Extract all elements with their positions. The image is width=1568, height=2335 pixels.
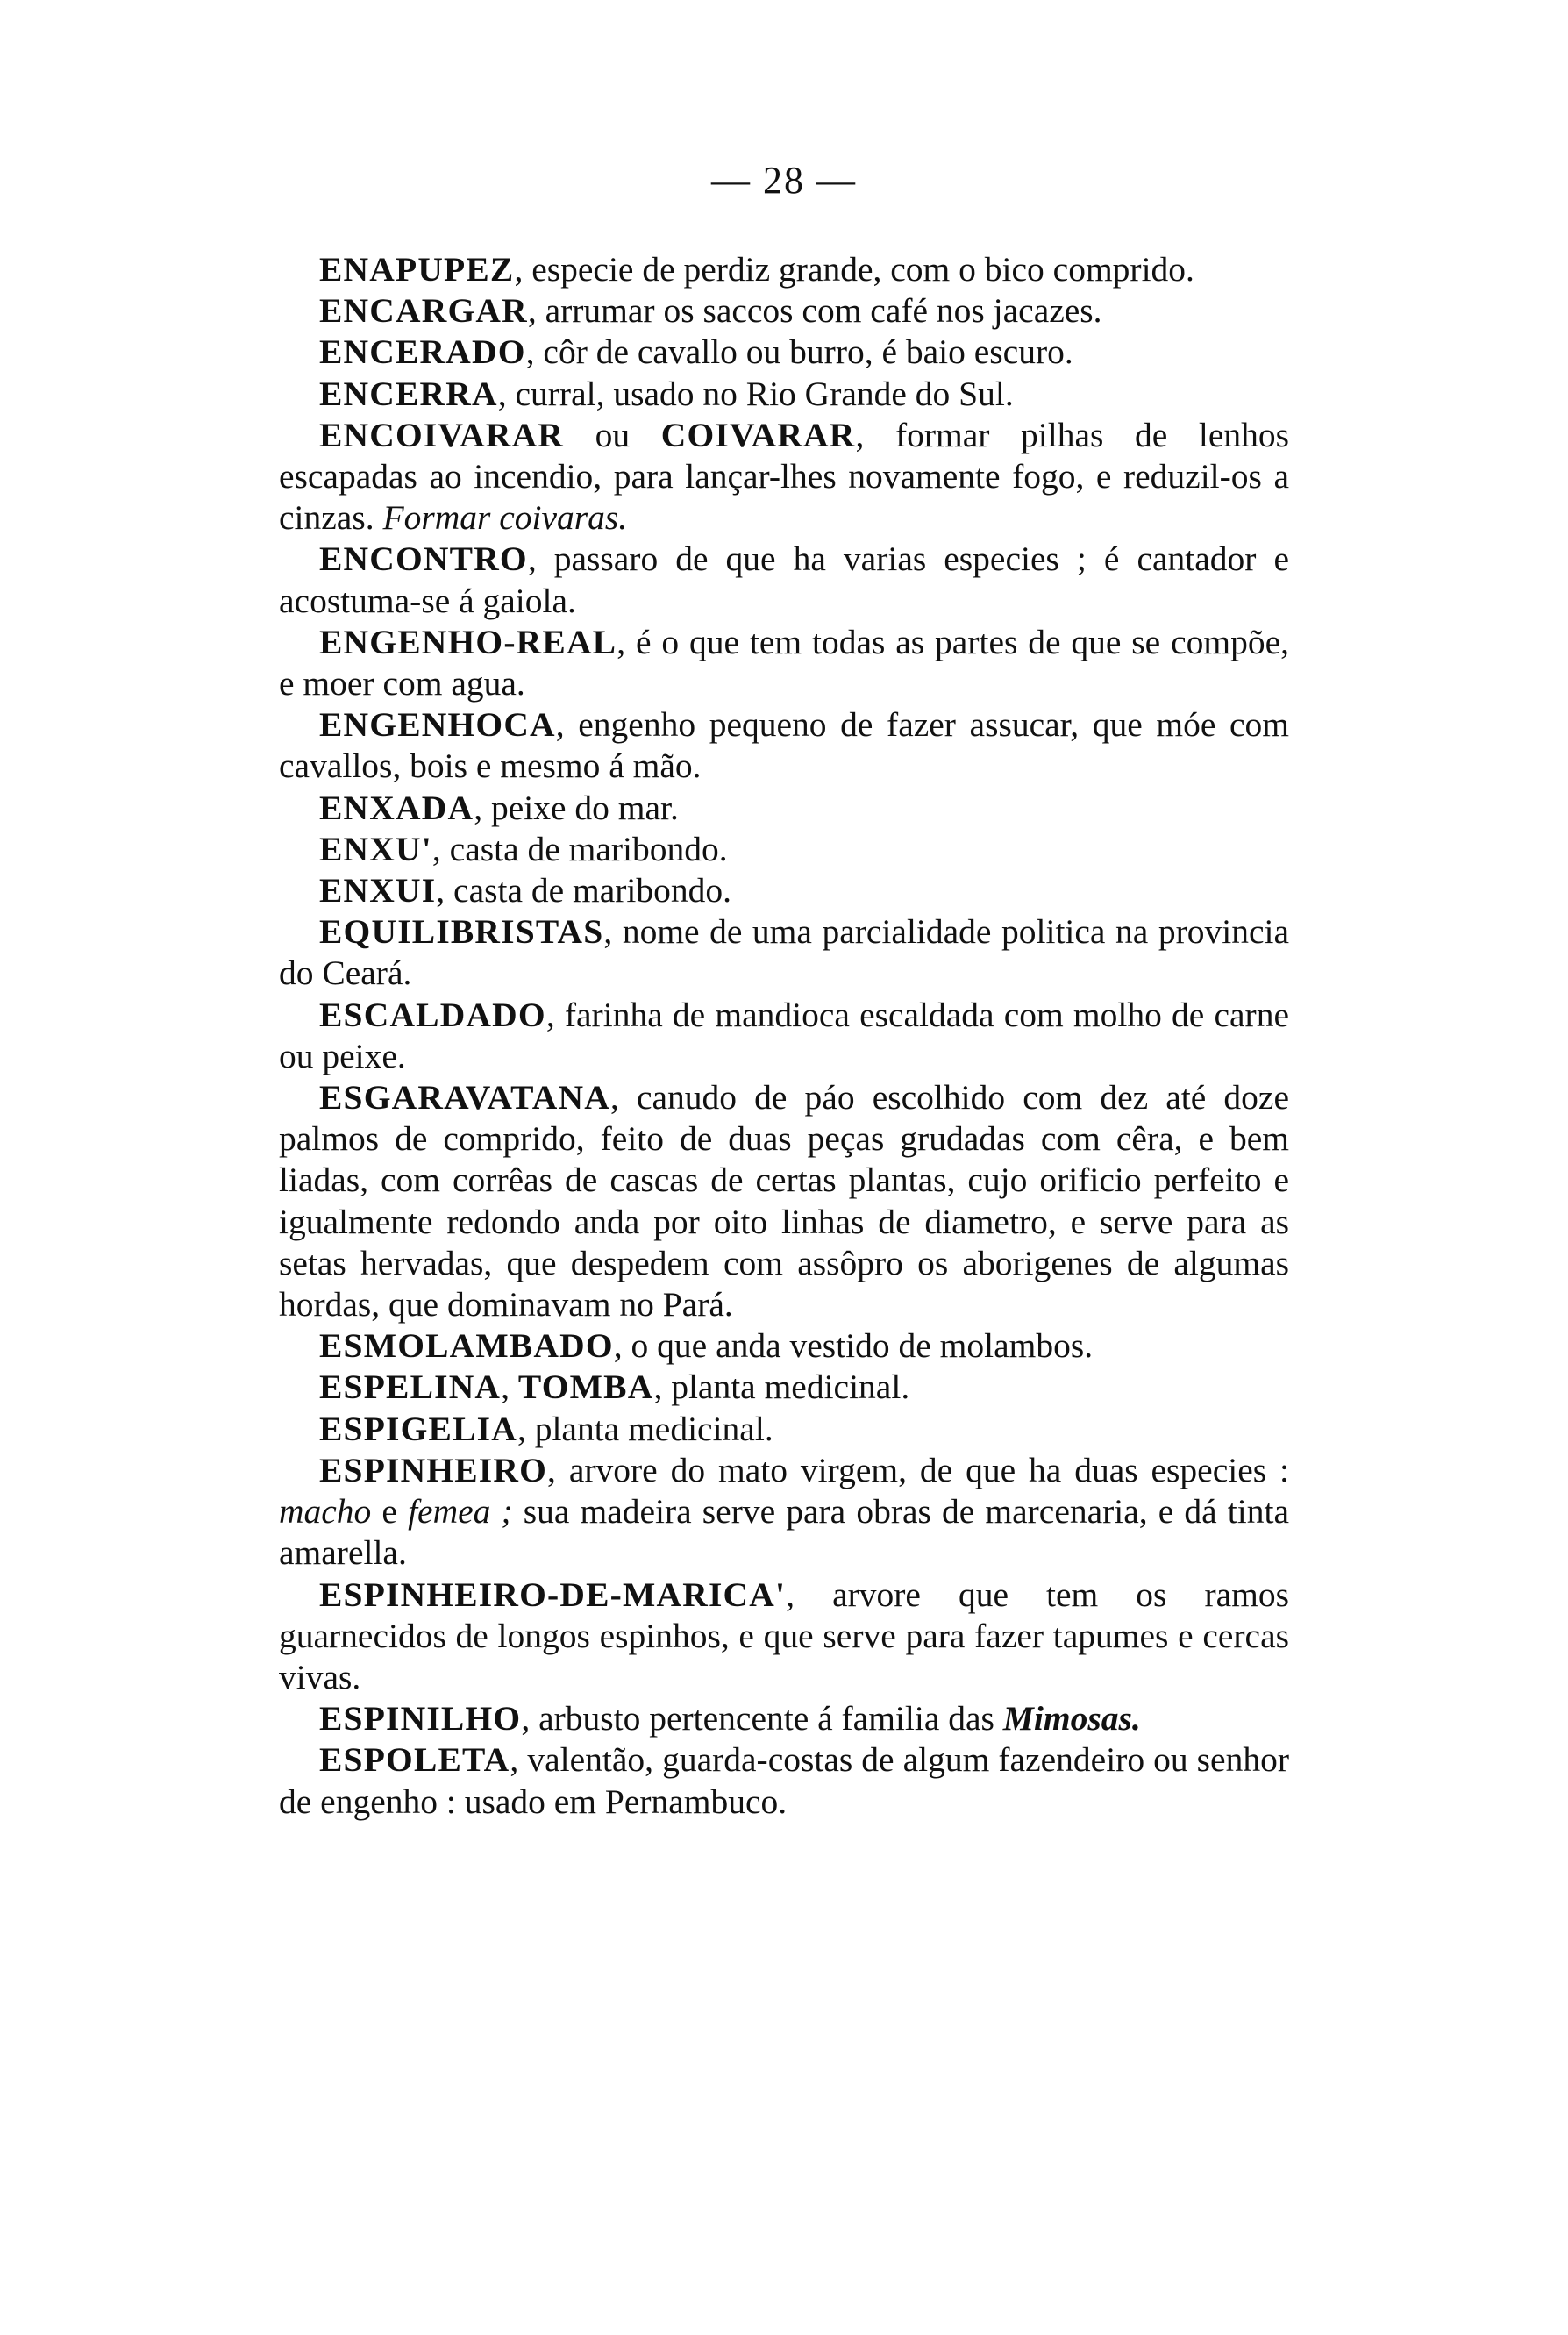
headword: ENGENHO-REAL — [319, 622, 617, 661]
definition: , — [501, 1367, 518, 1407]
definition: e — [371, 1492, 409, 1532]
headword: ENXADA — [319, 788, 474, 827]
page-number: — 28 — — [711, 159, 857, 202]
headword: ESPOLETA — [319, 1740, 510, 1780]
headword: ENGENHOCA — [319, 705, 556, 745]
definition: , canudo de páo escolhido com dez até doze palmos de comprido, feito de duas peças grudadas com cêra, e bem liadas, com corrêas de cascas de certas plantas, cujo orificio perfeito e igualmente redondo anda por oito linhas de diametro, e serve para as setas hervadas, que despedem com assôpro os aborigenes de algumas hordas, que dominavam no Pará. — [279, 1078, 1289, 1325]
italic-term: macho — [279, 1492, 372, 1532]
entry-engenhoca — [279, 704, 1289, 787]
entry-encerado — [279, 332, 1289, 373]
entry-espinilho — [279, 1698, 1289, 1739]
definition: , formar pilhas de lenhos escapadas ao incendio, para lançar-lhes novamente fogo, e reduzil-os a cinzas. — [279, 415, 1290, 538]
headword: ENCARGAR — [319, 291, 528, 331]
entry-encontro — [279, 539, 1289, 621]
headword: ENXU' — [319, 829, 432, 868]
definition: ou — [564, 415, 661, 454]
headword: ESPIGELIA — [319, 1409, 517, 1448]
entry-encoivarar — [279, 415, 1289, 539]
headword: ESPINILHO — [319, 1699, 522, 1739]
definition: , planta medicinal. — [653, 1367, 910, 1407]
headword: ESPELINA — [319, 1367, 502, 1407]
definition: , farinha de mandioca escaldada com molho de carne ou peixe. — [279, 995, 1289, 1075]
entry-esgaravatana — [279, 1077, 1289, 1325]
entry-encerra — [279, 374, 1289, 415]
entry-enxui — [279, 870, 1289, 911]
entry-equilibristas — [279, 911, 1289, 994]
definition: , nome de uma parcialidade politica na provincia do Ceará. — [279, 912, 1289, 993]
definition: , valentão, guarda-costas de algum fazendeiro ou senhor de engenho : usado em Pernambuco. — [279, 1740, 1289, 1821]
entry-encargar — [279, 290, 1289, 332]
definition: , especie de perdiz grande, com o bico comprido. — [514, 250, 1194, 289]
entry-enapupez — [279, 249, 1289, 290]
definition: sua madeira serve para obras de marcenaria, e dá tinta amarella. — [279, 1492, 1289, 1573]
entry-espelina — [279, 1367, 1289, 1408]
entry-espinheiro — [279, 1450, 1289, 1575]
entry-enxu — [279, 829, 1289, 870]
dictionary-entries — [279, 249, 1289, 1823]
headword: ENCONTRO — [319, 539, 528, 579]
headword-variant: TOMBA — [517, 1367, 654, 1407]
headword: ESPINHEIRO-DE-MARICA' — [319, 1575, 787, 1614]
entry-espinheiro-de-marica — [279, 1575, 1289, 1699]
italic-term: femea ; — [408, 1492, 513, 1532]
definition: , passaro de que ha varias especies ; é cantador e acostuma-se á gaiola. — [279, 539, 1289, 620]
definition: , arvore que tem os ramos guarnecidos de longos espinhos, e que serve para fazer tapumes e cercas vivas. — [279, 1575, 1289, 1696]
headword: ENCOIVARAR — [319, 415, 565, 454]
headword: ENXUI — [319, 871, 437, 910]
definition: , arrumar os saccos com café nos jacazes. — [527, 291, 1102, 331]
definition: , côr de cavallo ou burro, é baio escuro. — [525, 332, 1073, 372]
headword: ENCERADO — [319, 332, 526, 372]
headword: ENCERRA — [319, 374, 498, 413]
entry-engenho-real — [279, 622, 1289, 704]
definition: , arvore do mato virgem, de que ha duas especies : — [547, 1450, 1289, 1489]
headword: ESMOLAMBADO — [319, 1326, 614, 1366]
entry-espigelia — [279, 1409, 1289, 1450]
headword: ENAPUPEZ — [319, 250, 515, 289]
definition: , o que anda vestido de molambos. — [613, 1326, 1094, 1366]
headword-variant: COIVARAR — [660, 415, 856, 454]
entry-espoleta — [279, 1739, 1289, 1822]
definition: , arbusto pertencente á familia das — [521, 1699, 1003, 1739]
definition: , planta medicinal. — [517, 1409, 773, 1448]
italic-phrase: Formar coivaras. — [382, 498, 628, 538]
bold-italic-term: Mimosas. — [1002, 1699, 1141, 1739]
definition: , casta de maribondo. — [431, 829, 728, 868]
headword: ESPINHEIRO — [319, 1450, 548, 1489]
definition: , curral, usado no Rio Grande do Sul. — [497, 374, 1014, 413]
headword: EQUILIBRISTAS — [319, 912, 604, 952]
entry-enxada — [279, 788, 1289, 829]
headword: ESCALDADO — [319, 995, 546, 1034]
entry-escaldado — [279, 995, 1289, 1077]
entry-esmolambado — [279, 1325, 1289, 1367]
definition: , peixe do mar. — [474, 788, 679, 827]
headword: ESGARAVATANA — [319, 1078, 610, 1118]
definition: , é o que tem todas as partes de que se compõe, e moer com agua. — [279, 622, 1289, 703]
definition: , casta de maribondo. — [436, 871, 732, 910]
definition: , engenho pequeno de fazer assucar, que móe com cavallos, bois e mesmo á mão. — [279, 705, 1289, 786]
